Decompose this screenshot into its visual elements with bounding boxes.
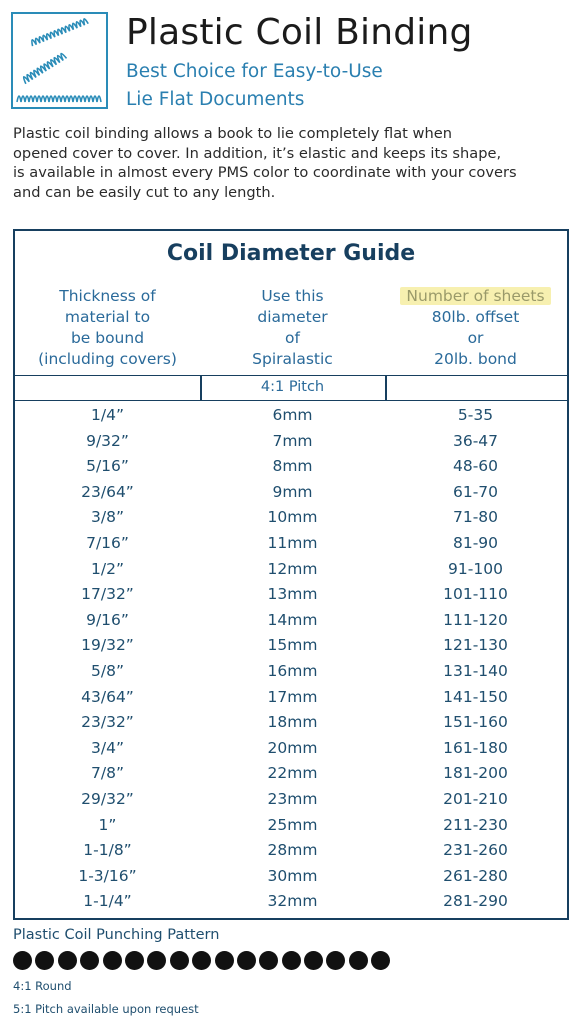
punch-hole-dot	[371, 951, 390, 970]
table-row	[15, 480, 567, 506]
table-cell: 28mm	[267, 841, 318, 860]
table-cell: 32mm	[267, 892, 318, 911]
table-cell: 5-35	[457, 406, 494, 424]
intro-line: opened cover to cover. In addition, it’s elastic and keeps its shape,	[13, 144, 502, 162]
table-cell: 25mm	[267, 815, 318, 834]
punching-note-pitch: 5:1 Pitch available upon request	[13, 1002, 199, 1016]
column-header-thickness: Thickness of material to be bound (including covers)	[38, 287, 177, 368]
table-row	[15, 531, 567, 557]
table-cell: 131-140	[443, 661, 508, 680]
table-cell: 161-180	[443, 738, 508, 757]
table-cell: 48-60	[452, 457, 499, 476]
table-cell: 5/16”	[86, 457, 129, 476]
table-row	[15, 403, 567, 429]
punch-hole-dot	[35, 951, 54, 970]
table-cell: 71-80	[452, 508, 499, 527]
punching-pattern-title: Plastic Coil Punching Pattern	[13, 927, 220, 943]
table-row	[15, 787, 567, 813]
table-cell: 5/8”	[91, 661, 124, 680]
table-cell: 1-3/16”	[78, 866, 137, 885]
table-cell: 10mm	[267, 508, 318, 527]
punch-hole-dot	[349, 951, 368, 970]
punch-hole-dot	[170, 951, 189, 970]
table-row	[15, 838, 567, 864]
table-row	[15, 685, 567, 711]
table-cell: 7mm	[272, 431, 313, 450]
table-row	[15, 429, 567, 455]
punch-hole-dot	[192, 951, 211, 970]
table-row	[15, 889, 567, 915]
table-cell: 91-100	[448, 559, 503, 578]
table-cell: 22mm	[267, 764, 318, 783]
table-row	[15, 710, 567, 736]
punch-hole-dot	[147, 951, 166, 970]
table-cell: 3/8”	[91, 508, 124, 527]
table-cell: 1/4”	[91, 406, 124, 424]
table-cell: 9/32”	[86, 431, 129, 450]
intro-line: and can be easily cut to any length.	[13, 183, 276, 201]
subtitle-line-1: Best Choice for Easy-to-Use	[126, 61, 383, 82]
table-row	[15, 864, 567, 890]
table-row	[15, 659, 567, 685]
table-cell: 8mm	[272, 457, 313, 476]
table-cell: 61-70	[452, 482, 499, 501]
table-cell: 23mm	[267, 789, 318, 808]
table-body	[15, 403, 567, 915]
table-cell: 151-160	[443, 713, 508, 732]
punch-hole-dot	[13, 951, 32, 970]
table-row	[15, 582, 567, 608]
page-title: Plastic Coil Binding	[126, 12, 473, 53]
table-cell: 17mm	[267, 687, 318, 706]
punch-hole-dot	[259, 951, 278, 970]
table-cell: 29/32”	[81, 789, 134, 808]
punch-hole-dot	[80, 951, 99, 970]
pitch-label: 4:1 Pitch	[260, 379, 325, 395]
coil-binding-logo	[11, 12, 108, 109]
punch-hole-dot	[304, 951, 323, 970]
column-header-diameter: Use this diameter of Spiralastic	[252, 287, 333, 368]
punch-hole-dot	[237, 951, 256, 970]
table-cell: 181-200	[443, 764, 508, 783]
table-row	[15, 505, 567, 531]
table-cell: 81-90	[452, 533, 499, 552]
table-cell: 141-150	[443, 687, 508, 706]
table-cell: 121-130	[443, 636, 508, 655]
coil-diameter-guide-table	[13, 229, 569, 920]
pitch-row	[15, 375, 567, 401]
column-header-sheets: Number of sheets 80lb. offset or 20lb. bond	[385, 286, 566, 370]
punch-hole-dot	[58, 951, 77, 970]
table-cell: 30mm	[267, 866, 318, 885]
table-cell: 231-260	[443, 841, 508, 860]
table-cell: 9/16”	[86, 610, 129, 629]
table-cell: 16mm	[267, 661, 318, 680]
table-cell: 23/64”	[81, 482, 134, 501]
table-cell: 1-1/8”	[83, 841, 132, 860]
table-row	[15, 761, 567, 787]
table-cell: 14mm	[267, 610, 318, 629]
table-cell: 1”	[98, 815, 117, 834]
table-row	[15, 608, 567, 634]
table-cell: 9mm	[272, 482, 313, 501]
table-cell: 13mm	[267, 585, 318, 604]
table-cell: 20mm	[267, 738, 318, 757]
table-cell: 1-1/4”	[83, 892, 132, 911]
table-cell: 23/32”	[81, 713, 134, 732]
table-row	[15, 736, 567, 762]
table-cell: 17/32”	[81, 585, 134, 604]
table-cell: 7/16”	[86, 533, 129, 552]
intro-line: is available in almost every PMS color to coordinate with your covers	[13, 164, 517, 181]
table-cell: 3/4”	[91, 738, 124, 757]
table-row	[15, 633, 567, 659]
table-cell: 36-47	[452, 431, 499, 450]
table-row	[15, 454, 567, 480]
table-cell: 19/32”	[81, 636, 134, 655]
table-title: Coil Diameter Guide	[166, 241, 416, 266]
table-row	[15, 557, 567, 583]
punching-pattern-dots	[13, 951, 390, 970]
table-cell: 7/8”	[91, 764, 124, 783]
table-row	[15, 813, 567, 839]
table-cell: 281-290	[443, 892, 508, 911]
table-cell: 101-110	[443, 585, 508, 604]
table-cell: 211-230	[443, 815, 508, 834]
punch-hole-dot	[326, 951, 345, 970]
intro-line: Plastic coil binding allows a book to lie completely flat when	[13, 125, 452, 142]
table-cell: 201-210	[443, 789, 508, 808]
highlighted-text: Number of sheets	[400, 287, 550, 305]
punch-hole-dot	[282, 951, 301, 970]
table-cell: 12mm	[267, 559, 318, 578]
table-cell: 261-280	[443, 866, 508, 885]
table-cell: 11mm	[267, 533, 318, 552]
table-cell: 111-120	[443, 610, 508, 629]
subtitle-line-2: Lie Flat Documents	[126, 89, 305, 110]
punch-hole-dot	[215, 951, 234, 970]
table-cell: 1/2”	[91, 559, 124, 578]
table-cell: 15mm	[267, 636, 318, 655]
table-cell: 43/64”	[81, 687, 134, 706]
coil-binding-icon	[13, 14, 106, 107]
table-cell: 18mm	[267, 713, 318, 732]
punch-hole-dot	[103, 951, 122, 970]
intro-paragraph	[13, 124, 573, 202]
punching-note-round: 4:1 Round	[13, 979, 72, 993]
table-cell: 6mm	[272, 406, 313, 424]
punch-hole-dot	[125, 951, 144, 970]
